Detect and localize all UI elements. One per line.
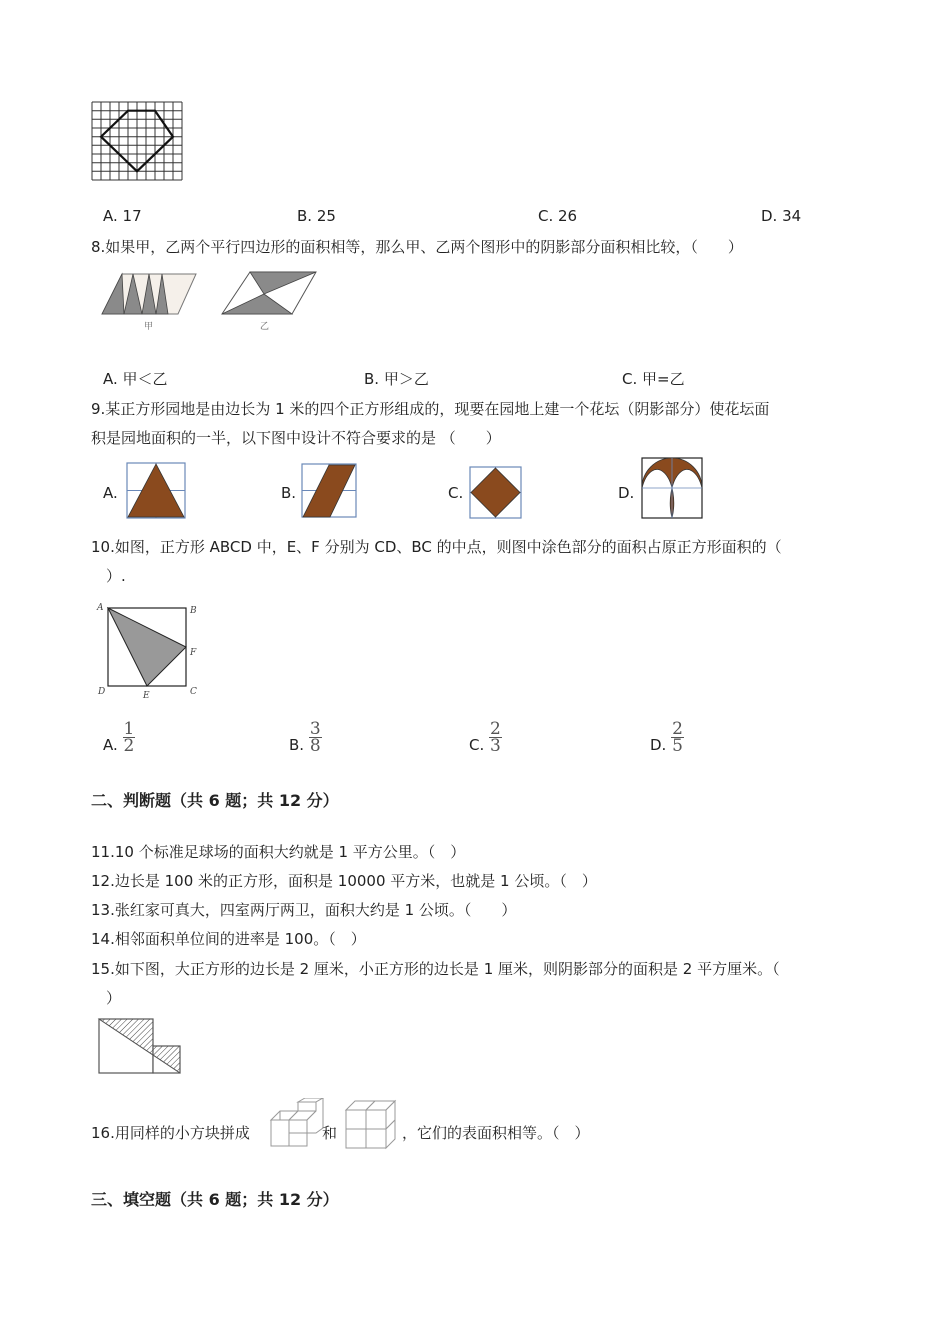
q10-vertex-a: A bbox=[97, 603, 104, 613]
q10-option-d-fraction bbox=[671, 718, 684, 756]
section3-title: 三、填空题（共 6 题；共 12 分） bbox=[91, 1190, 339, 1209]
q7-option-b[interactable]: B. 25 bbox=[297, 207, 336, 225]
q10-option-c[interactable] bbox=[469, 718, 502, 756]
q8-text: 8.如果甲，乙两个平行四边形的面积相等，那么甲、乙两个图形中的阴影部分面积相比较，（ ） bbox=[91, 238, 743, 256]
q10-option-c-fraction bbox=[489, 718, 502, 756]
q10-option-a-label: A. bbox=[103, 736, 118, 754]
q7-grid-figure bbox=[90, 100, 184, 182]
q8-figure-yi bbox=[220, 268, 320, 332]
q10-option-c-label: C. bbox=[469, 736, 485, 754]
q9-option-b[interactable]: B. bbox=[281, 484, 297, 502]
q12-text: 12.边长是 100 米的正方形，面积是 10000 平方米，也就是 1 公顷。（ ） bbox=[91, 872, 597, 890]
q10-option-c-den: 3 bbox=[490, 735, 501, 756]
q10-option-b-num: 3 bbox=[309, 718, 321, 739]
q16-text-part2: 和 bbox=[322, 1124, 338, 1142]
q15-text-line2: ） bbox=[91, 989, 122, 1007]
q9-figure-b bbox=[300, 462, 360, 520]
q9-figure-a bbox=[126, 462, 188, 520]
q9-figure-d bbox=[640, 456, 704, 519]
q10-vertex-f: F bbox=[190, 648, 197, 658]
q11-text: 11.10 个标准足球场的面积大约就是 1 平方公里。（ ） bbox=[91, 843, 466, 861]
q10-option-b[interactable] bbox=[289, 718, 322, 756]
q10-option-c-num: 2 bbox=[490, 718, 501, 739]
section2-title: 二、判断题（共 6 题；共 12 分） bbox=[91, 791, 339, 810]
q10-option-d[interactable] bbox=[650, 718, 684, 756]
q14-text: 14.相邻面积单位间的进率是 100。（ ） bbox=[91, 930, 366, 948]
q9-option-c[interactable]: C. bbox=[448, 484, 464, 502]
q16-text-part3: ，它们的表面积相等。（ ） bbox=[402, 1124, 590, 1142]
q16-cube-figure-1 bbox=[268, 1098, 324, 1150]
q8-option-b[interactable]: B. 甲＞乙 bbox=[364, 370, 429, 388]
q9-option-d[interactable]: D. bbox=[618, 484, 635, 502]
q10-option-a-fraction bbox=[123, 718, 136, 756]
q8-option-a[interactable]: A. 甲＜乙 bbox=[103, 370, 168, 388]
q7-option-a[interactable]: A. 17 bbox=[103, 207, 142, 225]
q10-option-d-label: D. bbox=[650, 736, 667, 754]
q8-label-jia: 甲 bbox=[144, 322, 154, 332]
q8-label-yi: 乙 bbox=[260, 322, 270, 332]
q10-square-figure bbox=[94, 600, 204, 700]
q10-option-d-den: 5 bbox=[672, 735, 683, 756]
q15-text-line1: 15.如下图，大正方形的边长是 2 厘米，小正方形的边长是 1 厘米，则阴影部分的面积是 2 平方厘米。（ bbox=[91, 960, 780, 978]
q9-text-line1: 9.某正方形园地是由边长为 1 米的四个正方形组成的，现要在园地上建一个花坛（阴影部分）使花坛面 bbox=[91, 400, 770, 418]
q9-figure-c bbox=[468, 465, 524, 521]
q15-squares-figure bbox=[96, 1016, 184, 1076]
q8-option-c[interactable]: C. 甲=乙 bbox=[622, 370, 685, 388]
q8-figure-jia bbox=[100, 270, 200, 332]
q10-text-line2: ）. bbox=[91, 567, 126, 585]
q10-vertex-d: D bbox=[98, 687, 106, 697]
q16-cube-figure-2 bbox=[343, 1096, 401, 1152]
q16-text-part1: 16.用同样的小方块拼成 bbox=[91, 1124, 250, 1142]
q10-option-a[interactable] bbox=[103, 718, 135, 756]
q10-vertex-c: C bbox=[190, 687, 197, 697]
q7-option-d[interactable]: D. 34 bbox=[761, 207, 802, 225]
q10-option-a-den: 2 bbox=[123, 735, 135, 756]
q10-option-b-den: 8 bbox=[309, 735, 321, 756]
q10-option-b-label: B. bbox=[289, 736, 305, 754]
q9-text-line2: 积是园地面积的一半，以下图中设计不符合要求的是 （ ） bbox=[91, 429, 501, 447]
q10-option-d-num: 2 bbox=[672, 718, 683, 739]
q10-vertex-e: E bbox=[143, 691, 150, 700]
q10-option-a-num: 1 bbox=[123, 718, 135, 739]
q9-option-a[interactable]: A. bbox=[103, 484, 118, 502]
q10-option-b-fraction bbox=[309, 718, 322, 756]
q13-text: 13.张红家可真大，四室两厅两卫，面积大约是 1 公顷。（ ） bbox=[91, 901, 517, 919]
q10-vertex-b: B bbox=[190, 606, 197, 616]
q7-option-c[interactable]: C. 26 bbox=[538, 207, 578, 225]
q10-text-line1: 10.如图，正方形 ABCD 中，E、F 分别为 CD、BC 的中点，则图中涂色部分的面积占原正方形面积的（ bbox=[91, 538, 782, 556]
